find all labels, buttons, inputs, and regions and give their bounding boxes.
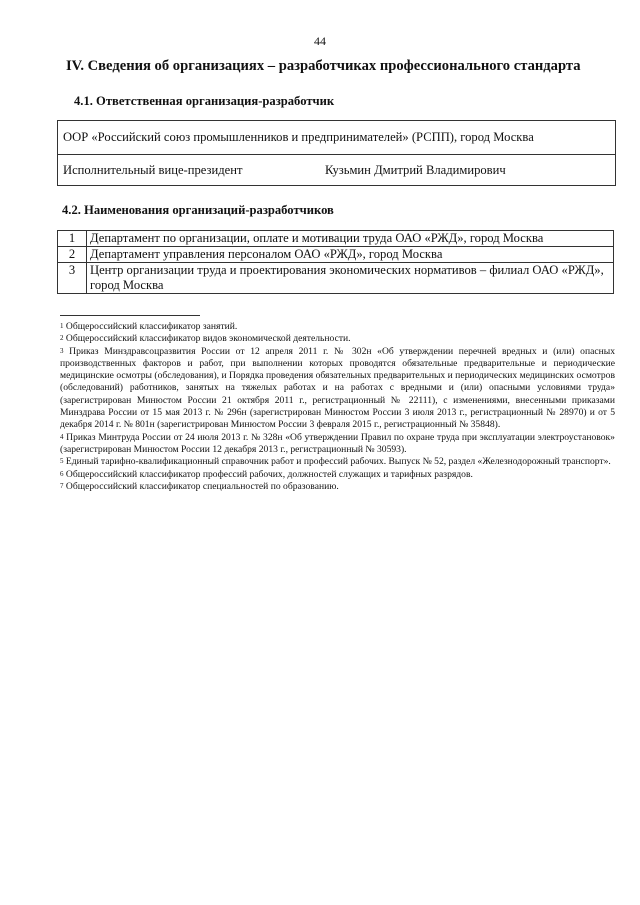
footnote-mark: 6 [60,469,64,478]
responsible-org-name: ООР «Российский союз промышленников и предпринимателей» (РСПП), город Москва [58,121,615,155]
footnote-mark: 4 [60,432,64,441]
footnote-mark: 7 [60,481,64,490]
footnote-text: Приказ Минтруда России от 24 июля 2013 г. № 328н «Об утверждении Правил по охране труда при эксплуатации электроустановок» (зарегистрирован Минюстом России 12 декабря 2013 г., регистрационный № 30593). [60,431,615,455]
footnote-mark: 2 [60,334,64,343]
footnote [60,321,615,333]
footnote-mark: 3 [60,346,64,355]
footnote-mark: 1 [60,322,64,330]
row-number: 2 [58,247,87,263]
table-row [58,263,614,294]
responsible-org-table [57,120,616,186]
table-row [58,231,614,247]
row-number: 1 [58,231,87,247]
footnote [60,481,615,493]
responsible-org-heading: 4.1. Ответственная организация-разработчик [74,94,335,108]
footnote [60,333,615,345]
footnote-text: Общероссийский классификатор специальностей по образованию. [65,480,339,492]
responsible-signatory-row [58,155,615,185]
org-name: Центр организации труда и проектирования экономических нормативов – филиал ОАО «РЖД», город Москва [87,263,614,294]
table-row [58,247,614,263]
footnote-text: Приказ Минздравсоцразвития России от 12 апреля 2011 г. № 302н «Об утверждении перечней вредных и (или) опасных производственных факторов и работ, при выполнении которых проводятся обязательные предварительные и периодические медицинские осмотры (обследования), и Порядка проведения обязательных предварительных и периодических медицинских осмотров (обследований) работников, занятых на тяжелых работах и на работах с вредными и (или) опасными условиями труда» (зарегистрирован Минюстом России 21 октября 2011 г., регистрационный № 22111), с изменениями, внесенными приказами Минздрава России от 15 мая 2013 г. № 296н (зарегистрирован Минюстом России 3 июля 2013 г., регистрационный № 28970) и от 5 декабря 2014 г. № 801н (зарегистрирован Минюстом России 3 февраля 2015 г., регистрационный № 35848). [60,345,615,431]
footnote-text: Общероссийский классификатор занятий. [65,321,238,332]
developer-orgs-heading: 4.2. Наименования организаций-разработчиков [62,203,334,217]
page-number: 44 [314,34,326,48]
footnote-separator [60,315,200,316]
org-name: Департамент управления персоналом ОАО «РЖД», город Москва [87,247,614,263]
footnote-text: Общероссийский классификатор профессий рабочих, должностей служащих и тарифных разрядов. [65,468,473,480]
signatory-position: Исполнительный вице-президент [63,162,243,177]
footnote-mark: 5 [60,457,64,466]
footnote [60,456,615,468]
footnote-text: Единый тарифно-квалификационный справочник работ и профессий рабочих. Выпуск № 52, раздел «Железнодорожный транспорт». [65,456,611,468]
footnote-text: Общероссийский классификатор видов экономической деятельности. [65,333,351,345]
row-number: 3 [58,263,87,294]
footnote [60,432,615,457]
footnote [60,469,615,481]
footnote [60,346,615,432]
developer-orgs-table [57,230,614,294]
org-name: Департамент по организации, оплате и мотивации труда ОАО «РЖД», город Москва [87,231,614,247]
footnotes [60,321,615,493]
section-title: IV. Сведения об организациях – разработчиках профессионального стандарта [66,58,581,74]
signatory-name: Кузьмин Дмитрий Владимирович [325,162,506,177]
